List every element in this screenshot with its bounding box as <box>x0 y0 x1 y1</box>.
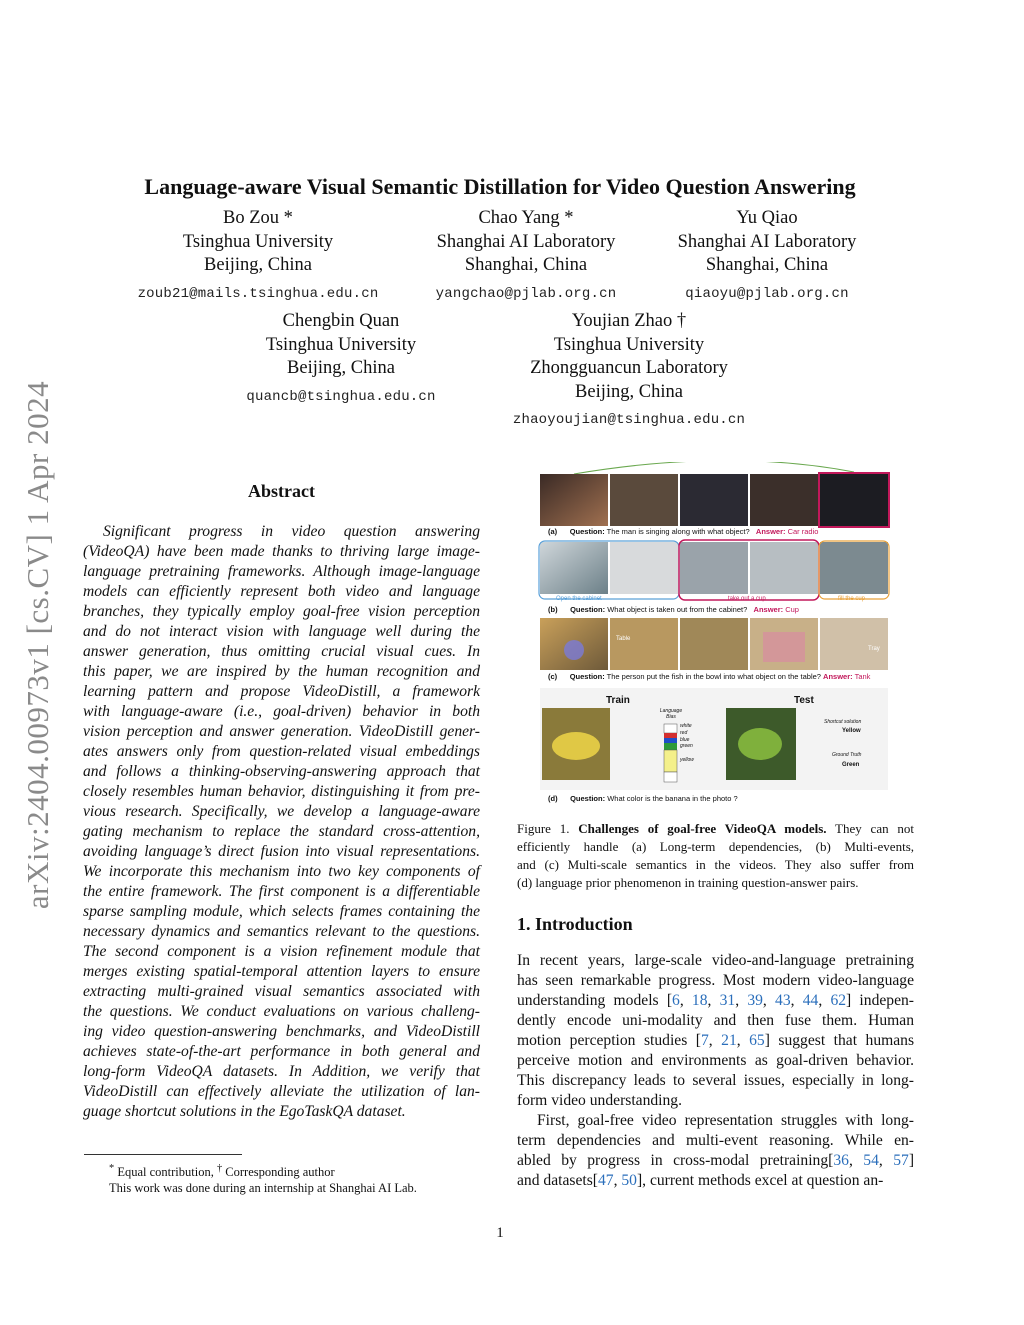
author-location: Beijing, China <box>575 381 683 402</box>
intro-line: In recent years, large-scale video-and-language pretraining <box>517 952 914 969</box>
video-frame <box>540 542 608 594</box>
abstract-line: gating mechanism to replace the standard cross-attention, <box>83 823 480 840</box>
author-affiliation-2: Zhongguancun Laboratory <box>530 358 728 378</box>
citation-link[interactable]: 39 <box>747 992 763 1009</box>
abstract-line: necessary dynamics and semantics relevant to the questions. <box>83 923 480 940</box>
video-frame <box>680 542 748 594</box>
author-affiliation: Shanghai AI Laboratory <box>436 231 616 252</box>
author-location: Beijing, China <box>204 255 312 275</box>
figure-1 <box>538 462 890 808</box>
video-frame <box>750 542 818 594</box>
video-frame <box>820 618 888 670</box>
bias-bar-white <box>664 724 677 733</box>
bias-item: yellow <box>680 757 694 763</box>
answer-label: Answer: <box>823 672 853 681</box>
abstract-line: avoiding language’s direct fusion into visual representations. <box>83 843 480 860</box>
intro-line: has seen remarkable progress. Most modern video-language <box>517 972 914 989</box>
citation-link[interactable]: 31 <box>719 992 736 1009</box>
bias-item: blue <box>680 737 690 743</box>
citation-link[interactable]: 65 <box>749 1032 765 1049</box>
object-tag: Table <box>616 636 631 642</box>
panel-label: (c) <box>548 672 558 681</box>
abstract-line: vision perception and answer generation. VideoDistill gener- <box>83 723 480 740</box>
intro-line: abled by progress in cross-modal pretraining[36, 54, 57] <box>517 1152 915 1169</box>
abstract-line: and follows a thinking-observing-answering approach that <box>83 763 480 780</box>
citation-link[interactable]: 50 <box>621 1172 637 1189</box>
yellow-banana <box>552 732 600 760</box>
page-number: 1 <box>496 1225 504 1241</box>
question-label: Question: <box>570 605 606 614</box>
frames-row-b <box>539 540 889 600</box>
paper-title: Language-aware Visual Semantic Distillation for Video Question Answering <box>144 174 856 199</box>
bias-item: white <box>680 723 692 729</box>
answer-text: Tank <box>854 672 871 681</box>
abstract-line: achieves state-of-the-art performance in both general and <box>83 1043 480 1060</box>
author-email: quancb@tsinghua.edu.cn <box>246 388 436 405</box>
train-heading: Train <box>606 695 630 706</box>
panel-label: (b) <box>548 605 558 614</box>
footnote-line: * Equal contribution, † Corresponding author <box>109 1163 335 1180</box>
author-email: zoub21@mails.tsinghua.edu.cn <box>137 285 379 302</box>
intro-line: perceive motion and environments as goal-driven behavior. <box>517 1052 914 1069</box>
abstract-heading: Abstract <box>248 481 315 501</box>
test-heading: Test <box>794 695 814 706</box>
caption-figure-label: Figure 1. <box>517 821 579 836</box>
abstract-line: The second component is a vision refinement module that <box>83 943 480 960</box>
bias-bar-red <box>664 733 677 738</box>
citation-link[interactable]: 44 <box>802 992 819 1009</box>
abstract-body <box>83 522 480 1122</box>
citation-link[interactable]: 7 <box>700 1032 709 1049</box>
footnote-rule <box>84 1154 242 1155</box>
citation-link[interactable]: 47 <box>597 1172 614 1189</box>
abstract-line: ing video question-answering benchmarks, and VideoDistill <box>83 1023 480 1040</box>
author-location: Shanghai, China <box>464 255 588 275</box>
citation-link[interactable]: 21 <box>721 1032 737 1049</box>
intro-heading: 1. Introduction <box>517 914 633 934</box>
video-frame <box>680 618 748 670</box>
author-block <box>236 310 446 409</box>
event-tag: Open the cabinet <box>556 596 602 602</box>
video-frame <box>820 542 888 594</box>
answer-label: Answer: <box>755 527 786 536</box>
intro-line: First, goal-free video representation struggles with long- <box>537 1112 914 1129</box>
abstract-line: learning pattern and propose VideoDistill, a framework <box>83 683 480 700</box>
intro-line: form video understanding. <box>517 1092 682 1109</box>
abstract-line: sparse sampling module, which selects frames containing the <box>83 903 480 920</box>
footnote-equal: Equal contribution, <box>117 1165 214 1180</box>
answer-text: Car radio <box>787 527 819 536</box>
abstract-line: (VideoQA) have been made thanks to thriving large image- <box>83 543 480 560</box>
frames-row-c <box>540 618 888 670</box>
bias-item: red <box>680 730 688 736</box>
bias-bar-more <box>664 772 677 782</box>
abstract-line: models can efficiently represent both video and language <box>83 583 480 600</box>
abstract-line: Significant progress in video question answering <box>103 523 480 540</box>
author-email: yangchao@pjlab.org.cn <box>435 285 617 302</box>
abstract-line: We incorporate this mechanism into two key components of <box>83 863 480 880</box>
author-email: zhaoyoujian@tsinghua.edu.cn <box>512 412 746 428</box>
abstract-line: vious research. Specifically, we develop a language-aware <box>83 803 480 820</box>
truth-value: Green <box>842 762 860 768</box>
citation-link[interactable]: 57 <box>893 1152 909 1169</box>
author-name: Chao Yang * <box>478 208 574 228</box>
author-affiliation: Shanghai AI Laboratory <box>677 231 857 252</box>
citation-link[interactable]: 54 <box>863 1152 879 1169</box>
truth-label: Ground Truth <box>832 752 862 758</box>
abstract-line: and do not interact vision with language well during the <box>83 623 480 640</box>
abstract-line: closely resembles human behavior, distinguishing it from pre- <box>83 783 480 800</box>
question-label: Question: <box>569 672 605 681</box>
video-frame <box>610 474 678 526</box>
author-block <box>660 207 874 306</box>
question-label: Question: <box>570 794 606 803</box>
abstract-line: merges existing spatial-temporal attention layers to ensure <box>83 963 480 980</box>
language-prior-panel <box>540 688 888 790</box>
object-tag: Tray <box>868 646 880 652</box>
caption-line: (d) language prior phenomenon in training question-answer pairs. <box>517 875 859 890</box>
green-banana <box>738 728 782 760</box>
author-name: Bo Zou * <box>223 208 293 228</box>
author-name: Chengbin Quan <box>282 311 400 331</box>
answer-text: Cup <box>785 605 799 614</box>
arxiv-side-stamp <box>18 360 58 930</box>
footnote-line: This work was done during an internship at Shanghai AI Lab. <box>109 1181 417 1196</box>
question-label: Question: <box>569 527 605 536</box>
video-frame <box>540 474 608 526</box>
panel-label: (d) <box>548 794 558 803</box>
abstract-line: language pretraining frameworks. Although image-language <box>83 563 480 580</box>
caption-line: efficiently handle (a) Long-term dependencies, (b) Multi-events, <box>517 839 914 854</box>
abstract-line: ates answers only from question-related visual embeddings <box>83 743 480 760</box>
caption-line <box>517 820 914 838</box>
author-affiliation: Tsinghua University <box>182 231 334 252</box>
abstract-line: this paper, we are inspired by the human recognition and <box>83 663 480 680</box>
question-text: The person put the fish in the bowl into what object on the table? <box>606 672 821 681</box>
abstract-line: long-form VideoQA datasets. In Addition, we verify that <box>83 1063 480 1080</box>
question-text: What color is the banana in the photo ? <box>607 794 738 803</box>
abstract-line: extracting multi-grained visual semantics associated with <box>83 983 480 1000</box>
author-location: Shanghai, China <box>705 255 829 275</box>
citation-link[interactable]: 62 <box>830 992 847 1009</box>
abstract-line: branches, they typically employ goal-free vision perception <box>83 603 480 620</box>
event-tag: fill the cup <box>838 596 866 602</box>
author-email: qiaoyu@pjlab.org.cn <box>685 285 849 302</box>
citation-link[interactable]: 36 <box>833 1152 849 1169</box>
caption-line: and (c) Multi-scale semantics in the videos. They also suffer from <box>517 857 914 872</box>
intro-line: understanding models [6, 18, 31, 39, 43, 44, 62] indepen- <box>517 992 914 1009</box>
answer-label: Answer: <box>753 605 784 614</box>
intro-line: motion perception studies [7, 21, 65] suggest that humans <box>517 1032 915 1049</box>
citation-link[interactable]: 18 <box>691 992 708 1009</box>
video-frame <box>750 474 818 526</box>
bias-title: Language Bias <box>659 708 683 720</box>
citation-link[interactable]: 6 <box>672 992 680 1009</box>
author-location: Beijing, China <box>287 358 395 378</box>
footnote <box>109 1161 417 1196</box>
intro-body <box>517 951 914 1191</box>
intro-line: term dependencies and multi-event reasoning. While en- <box>517 1132 914 1149</box>
author-block <box>500 310 758 433</box>
event-tag: take out a cup <box>728 596 766 602</box>
abstract-line: answer generation, thus omitting crucial visual cues. In <box>83 643 480 660</box>
shortcut-label: Shortcut solution <box>824 719 862 725</box>
video-frame <box>610 618 678 670</box>
author-block <box>132 207 384 306</box>
abstract-line: VideoDistill can effectively alleviate the utilization of lan- <box>83 1083 480 1100</box>
temporal-arc <box>574 462 854 474</box>
abstract-line: the entire framework. The first component is a differentiable <box>83 883 480 900</box>
author-block <box>412 207 640 306</box>
author-name: Youjian Zhao † <box>571 311 687 331</box>
intro-line: This discrepancy leads to several issues, especially in long- <box>517 1072 914 1089</box>
bias-item: green <box>680 743 693 749</box>
bias-bar-blue <box>664 738 677 743</box>
citation-link[interactable]: 43 <box>775 992 791 1009</box>
bias-bar-green <box>664 743 677 750</box>
arxiv-id: arXiv:2404.00973v1 [cs.CV] 1 Apr 2024 <box>20 380 55 910</box>
caption-title: Challenges of goal-free VideoQA models. <box>578 821 827 836</box>
author-name: Yu Qiao <box>736 208 798 228</box>
question-text: What object is taken out from the cabinet? <box>607 605 748 614</box>
abstract-line: with language-aware (i.e., goal-driven) behavior in both <box>83 703 480 720</box>
object-highlight <box>763 632 805 662</box>
object-highlight <box>564 640 584 660</box>
intro-line: and datasets[47, 50], current methods excel at question an- <box>517 1172 884 1189</box>
author-affiliation: Tsinghua University <box>265 334 417 355</box>
intro-line: dently encode uni-modality and then fuse them. Human <box>517 1012 914 1029</box>
abstract-line: the questions. We conduct evaluations on various challeng- <box>83 1003 480 1020</box>
video-frame <box>680 474 748 526</box>
figure-caption <box>517 820 914 892</box>
frames-row-a <box>540 473 889 527</box>
author-affiliation: Tsinghua University <box>553 334 705 355</box>
abstract-line: guage shortcut solutions in the EgoTaskQA dataset. <box>83 1103 406 1120</box>
footnote-corresponding: Corresponding author <box>225 1165 335 1180</box>
shortcut-value: Yellow <box>842 728 861 734</box>
panel-label: (a) <box>548 527 558 536</box>
video-frame <box>610 542 678 594</box>
video-frame <box>820 474 888 526</box>
question-text: The man is singing along with what object? <box>606 527 750 536</box>
bias-bar-yellow <box>664 750 677 772</box>
caption-text: They can not <box>826 821 914 836</box>
